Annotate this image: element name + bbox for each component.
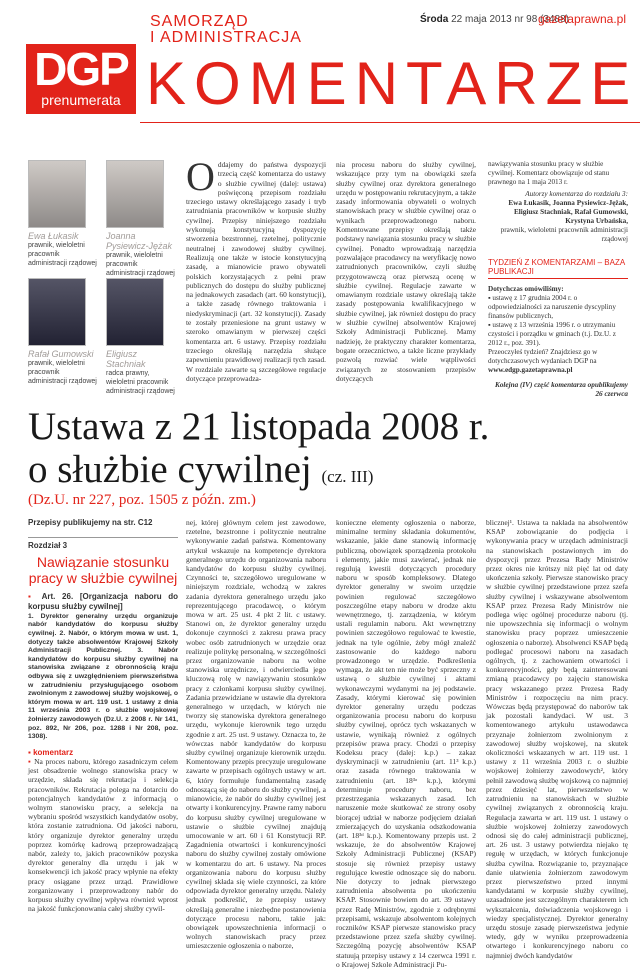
masthead-divider bbox=[140, 122, 640, 123]
body-text-3: konieczne elementy ogłoszenia o naborze, minimalne terminy składania dokumentów, wskazanie, jakie dane stanowią informację publiczną, obowiązek sporządzenia protokołu i elementy, jakie musi zawierać, jednak nie regulują kwestii dotyczących procedury naboru w sposób kompleksowy. Dlatego dyrektor generalny w swoim urzędzie powinien regulować szczegółowo poszczególne etapy naboru w drodze aktu wewnętrznego, tj. zarządzenia, w którym ustali regulamin naboru. Akt wewnętrzny powinien szczegółowo regulować te kwestie, jednak na tyle ogólnie, żeby mógł znaleźć zastosowanie do każdego naboru prowadzonego w urzędzie. Podkreślenia wymaga, że akt ten nie może być sprzeczny z ustawą o służbie cywilnej i aktami wykonawczymi wydanymi na jej podstawie. Zasady, którymi kierować się powinien dyrektor generalny urzędu podczas organizowania procesu naboru do korpusu służby cywilnej, oprócz tych wskazanych w ustawie, wynikają również z ogólnych przepisów prawa pracy. Chodzi o przepisy Kodeksu pracy (dalej: k.p.) – zakaz dyskryminacji w zatrudnieniu (art. 11³ k.p.) oraz zasada równego traktowania w zatrudnieniu (art. 18³ᵃ k.p.), którymi determinuje procedury naboru, bez przestrzegania wskazanych zasad. Ich naruszenie może skutkować ze strony osoby biorącej udział w naborze podjęciem działań zmierzających do uzyskania odszkodowania (art. 18³ᵈ k.p.). Komentowany przepis ust. 2 wskazuje, że do absolwentów Krajowej Szkoły Administracji Publicznej (KSAP) stosuje się również przepisy ustawy regulujące kwestie odnoszące się do naboru. Nie dotyczy to jednak pierwszego zatrudnienia absolwenta po ukończeniu KSAP. Stosownie bowiem do art. 39 ustawy przez Radę Ministrów, zgodnie z odrębnymi przepisami, wskazuje absolwentom kolejnych roczników KSAP pierwsze stanowisko pracy przedstawione przez szefa służby cywilnej. Szczególną pozycję absolwentów KSAP statuują przepisy ustawy z 14 czerwca 1991 r. o Krajowej Szkole Administracji Pu- bbox=[336, 518, 476, 969]
article-headline bbox=[28, 405, 489, 498]
body-column-1 bbox=[28, 518, 178, 915]
article-title: Art. 26. [Organizacja naboru do korpusu służby cywilnej] bbox=[28, 592, 179, 611]
issue-number: 22 maja 2013 nr 98 (3488) bbox=[451, 14, 569, 25]
comment-heading: komentarz bbox=[33, 747, 74, 757]
issue-weekday: Środa bbox=[420, 14, 449, 25]
author-card bbox=[106, 160, 178, 278]
authors-names: Ewa Łukasik, Joanna Pysiewicz-Jężak, Eligiusz Stachniak, Rafał Gumowski, Krystyna Urbańska, bbox=[508, 199, 628, 225]
author-role: prawnik, wieloletni pracownik administracji rządowej bbox=[106, 252, 175, 277]
intro-column-1 bbox=[186, 154, 326, 383]
list-item: ▪ ustawę z 17 grudnia 2004 r. o odpowiedzialności za naruszenie dyscypliny finansów publicznych, bbox=[488, 294, 616, 320]
headline-part: (cz. III) bbox=[321, 467, 374, 486]
site-link[interactable]: gazetaprawna.pl bbox=[537, 12, 626, 26]
chapter-title: Nawiązanie stosunku pracy w służbie cywilnej bbox=[28, 554, 178, 587]
list-item: ▪ ustawę z 13 września 1996 r. o utrzymaniu czystości i porządku w gminach (t.j. Dz.U. z 2012 r., poz. 391). bbox=[488, 321, 616, 347]
edgp-link[interactable]: www.edgp.gazetaprawna.pl bbox=[488, 366, 573, 374]
headline-line1: Ustawa z 21 listopada 2008 r. bbox=[28, 405, 490, 448]
square-bullet-icon: ▪ bbox=[28, 747, 34, 757]
author-name: Joanna Pysiewicz-Jężak bbox=[106, 231, 173, 251]
intro-text-1: ddajemy do państwa dyspozycji trzecią część komentarza do ustawy o służbie cywilnej (dalej: ustawa) poświęconą przepisom rozdziału trzeciego ustawy określającego zasady i tryb zatrudniania pracowników w korpusie służby cywilnej. Przepisy niniejszego rozdziału wykonują konstytucyjną dyspozycję stworzenia bezstronnej, rzetelnej, politycznie neutralnej i zawodowej służby cywilnej. Realizują one także w istocie konstytucyjną zasadę, a mianowicie prawo obywateli polskich korzystających z pełni praw publicznych do dostępu do służby publicznej na jednakowych zasadach (art. 60 konstytucji), a także zasadę równego traktowania i niedyskryminacji (art. 32 konstytucji). Zasady te zostały przeniesione na grunt ustawy w szeroko omawianym w pierwszej części komentarza art. 6 ustawy. Przepisy rozdziału trzeciego określają narzędzia służące zapewnieniu prawidłowej realizacji tych zasad. W rozdziale zawarte są szczegółowe regulacje dotyczące przeprowadza- bbox=[186, 160, 326, 383]
author-name: Rafał Gumowski bbox=[28, 349, 94, 359]
series-list-title: Dotychczas omówiliśmy: bbox=[488, 285, 564, 293]
series-heading: TYDZIEŃ Z KOMENTARZAMI – BAZA PUBLIKACJI bbox=[488, 258, 628, 279]
body-text-1: Na proces naboru, którego zasadniczym celem jest obsadzenie wolnego stanowiska pracy w urzędzie, składa się rekrutacja i selekcja pracowników. Rekrutacja polega na dotarciu do potencjalnych kandydatów z informacją o wolnym stanowisku pracy, a selekcja na wybraniu spośród wszystkich kandydatów osoby, która zostanie zatrudniona. Od jakości naboru, który organizuje dyrektor generalny urzędu poprzez komórkę kadrową przeprowadzającą nabór, zależy to, jakich pracowników pozyska dyrektor generalny dla urzędu i jak w konsekwencji ich jakość pracy wpłynie na efekty pracy osiągane przez urząd. Prawidłowe zorganizowany i przeprowadzony nabór do korpusu służby cywilnej wpływa również wprost na jakość funkcjonowania całej służby cywil- bbox=[28, 756, 178, 914]
author-card bbox=[28, 160, 98, 268]
section-title-line2: I ADMINISTRACJA bbox=[150, 29, 302, 46]
next-part-note: Kolejna (IV) część komentarza opublikujemy 26 czerwca bbox=[495, 381, 628, 398]
body-column-4 bbox=[486, 518, 628, 962]
body-column-2 bbox=[186, 518, 326, 953]
law-citation: (Dz.U. nr 227, poz. 1505 z późn. zm.) bbox=[28, 492, 256, 508]
body-text-2: nej, której głównym celem jest zawodowe, rzetelne, bezstronne i politycznie neutralne wykonywanie zadań państwa. Komentowany artykuł wskazuje na kompetencje dyrektora generalnego urzędu do organizowania naboru kandydatów do korpusu służby cywilnej. Czynności te, szczegółowo uregulowane w niniejszym rozdziale, wchodzą w zakres zadania dyrektora generalnego urzędu jako reprezentującego pracodawcę, o którym mowa w art. 25 ust. 4 pkt 2 lit. c ustawy. Stanowi on, że dyrektor generalny urzędu dokonuje czynności z zakresu prawa pracy wobec osób zatrudnionych w urzędzie oraz realizuje politykę personalną, w szczególności przez organizowanie naboru na wolne stanowiska urzędnicze, i odwierciedla jego kluczową rolę w nawiązywaniu stosunków pracy z członkami korpusu służby cywilnej. Zadania przewidziane w ustawie dla dyrektora generalnego w urzędach, w których nie tworzy się stanowiska dyrektora generalnego urzędu, wykonuje kierownik tego urzędu zgodnie z art. 25 ust. 9 ustawy. Oznacza to, że wówczas nabór kandydatów do korpusu służby cywilnej organizuje kierownik urzędu. Komentowany przepis precyzuje uregulowane zawarte w przepisach ogólnych ustawy w art. 6, który formułuje fundamentalną zasadę odnoszącą się do naboru do służby cywilnej, a mianowicie, że nabór do służby cywilnej jest otwarty i konkurencyjny. Prawne ramy naboru do korpusu służby cywilnej uregulowane w ustawie o służbie cywilnej znajdują umocowanie w art. 60 i 61 Konstytucji RP. Zagadnienia otwartości i konkurencyjności naboru do służby cywilnej zostały omówione w komentarzu do art. 6 ustawy. Na proces organizowania naboru do korpusu służby cywilnej składa się wiele czynności, za które odpowiada dyrektor generalny urzędu. Należy jednak podkreślić, że przepisy ustawy określają generalne i niezbędne postanowienia dotyczące procesu naboru, takie jak: obowiązek upowszechnienia informacji o wolnych stanowiskach pracy przez umieszczenie ogłoszenia o naborze, bbox=[186, 518, 326, 951]
author-card bbox=[28, 278, 98, 386]
masthead bbox=[0, 0, 640, 120]
law-text: 1. Dyrektor generalny urzędu organizuje nabór kandydatów do korpusu służby cywilnej. 2. Nabór, o którym mowa w ust. 1, dotyczy także absolwentów Krajowej Szkoły Administracji Publicznej. 3. Nabór kandydatów do korpusu służby cywilnej na stanowiska związane z obronnością kraju odbywa się z uwzględnieniem pierwszeństwa w zatrudnieniu przysługującego osobom zwolnionym z zawodowej służby wojskowej, o którym mowa w art. 119 ust. 1 ustawy z dnia 11 września 2003 r. o służbie wojskowej żołnierzy zawodowych (Dz.U. z 2008 r. Nr 141, poz. 892, Nr 206, poz. 1288 i Nr 208, poz. 1308). bbox=[28, 612, 178, 741]
intro-text-3: nawiązywania stosunku pracy w służbie cywilnej. Komentarz obowiązuje od stanu prawnego na 1 maja 2013 r. bbox=[488, 160, 610, 186]
intro-text-2: nia procesu naboru do służby cywilnej, wskazujące przy tym na obowiązki szefa służby cywilnej oraz dyrektora generalnego urzędu w postępowaniu rekrutacyjnym, a także zasady informowania obywateli o wolnych stanowiskach pracy w służbie cywilnej oraz o wynikach przeprowadzonego naboru. Komentowane przepisy określają także podstawy nawiązania stosunku pracy w służbie cywilnej. Ponadto wprowadzają narzędzia pozwalające pracodawcy na weryfikację nowo zatrudnionych pracowników, czyli służbę przygotowawczą oraz pierwszą ocenę w służbie cywilnej. Regulacje zawarte w omawianym rozdziale ustawy określają także zasady postępowania kwalifikacyjnego w służbie cywilnej, jak również dostępu do pracy w służbie cywilnej absolwentów Krajowej Szkoły Administracji Publicznej. Mamy nadzieję, że praktyczny charakter komentarza, bogate orzecznictwo, a także liczne przykłady pozwolą rozwiać wiele wątpliwości związanych ze stosowaniem przepisów dotyczących bbox=[336, 160, 476, 383]
series-list bbox=[488, 285, 628, 375]
chapter-label: Rozdział 3 bbox=[28, 537, 178, 550]
lead-note: Przepisy publikujemy na str. C12 bbox=[28, 518, 153, 527]
authors-role: prawnik, wieloletni pracownik administracji rządowej bbox=[500, 226, 628, 243]
intro-column-2 bbox=[336, 160, 476, 383]
drop-cap: O bbox=[186, 154, 215, 199]
sidebar bbox=[488, 160, 628, 399]
headline-line2: o służbie cywilnej bbox=[28, 448, 312, 491]
logo-text: DGP bbox=[34, 43, 128, 95]
section-title bbox=[150, 14, 302, 46]
author-role: prawnik, wieloletni pracownik administracji rządowej bbox=[28, 242, 97, 267]
authors-note: Autorzy komentarza do rozdziału 3: bbox=[525, 190, 628, 198]
body-text-4: blicznej¹. Ustawa ta nakłada na absolwentów KSAP zobowiązanie do podjęcia i wykonywania pracy w urzędach administracji na stanowiskach postawionych im do dyspozycji przez Prezesa Rady Ministrów przez okres nie krótszy niż pięć lat od daty ukończenia szkoły. Pierwsze stanowisko pracy w służbie cywilnej przedstawione przez szefa służby cywilnej i wskazywane absolwentom KSAP przez Prezesa Rady Ministrów nie podlega więc ogólnej procedurze naboru (tj. nie upowszechnia się informacji o wolnym stanowisku pracy poprzez umieszczenie ogłoszenia o naborze). Absolwenci KSAP będą podlegać procesowi naboru na zasadach ogólnych, tj. z zachowaniem otwartości i konkurencyjności, gdy będą zainteresowani zmianą pracodawcy po zajęciu stanowiska pracy wskazanego przez Prezesa Rady Ministrów i rozpoczęciu na nim pracy. Wówczas będą przystępować do naborów tak jak pozostali kandydaci. W ust. 3 komentowanego artykułu ustawodawca przyznaje żołnierzom zwolnionym z zawodowej służby wojskowej, na skutek okoliczności wskazanych w art. 119 ust. 1 ustawy z 11 września 2003 r. o służbie wojskowej żołnierzy zawodowych², który pełnił zawodową służbę wojskową co najmniej przez dziesięć lat, pierwszeństwo w zatrudnieniu na stanowiskach w służbie cywilnej związanych z obronnością kraju. Regulacja zawarta w art. 119 ust. 1 ustawy o służbie wojskowej żołnierzy zawodowych odnosi się do całej administracji publicznej, art. 26 ust. 3 ustawy potwierdza niejako tę regułę w urzędach, w których funkcjonuje służba cywilna. Rozwiązanie to, przyznające danie ułatwienia żołnierzom zawodowym przez pierwszeństwo przed innymi kandydatami w korpusie służby cywilnej, uzasadnione jest szczególnym charakterem ich wykształcenia, doświadczenia wojskowego i wiedzy specjalistycznej. Dyrektor generalny urzędu stosuje zasadę pierwszeństwa jedynie wtedy, gdy w wyniku przeprowadzenia otwartego i konkurencyjnego naboru co najmniej dwóch kandydatów bbox=[486, 518, 628, 960]
page-title: KOMENTARZE bbox=[146, 50, 639, 117]
square-bullet-icon: ▪ bbox=[28, 756, 35, 766]
body-column-3 bbox=[336, 518, 476, 971]
author-photo bbox=[106, 278, 164, 346]
author-name: Ewa Łukasik bbox=[28, 231, 79, 241]
author-photo bbox=[28, 278, 86, 346]
author-name: Eligiusz Stachniak bbox=[106, 349, 146, 369]
author-photo bbox=[106, 160, 164, 228]
logo-subtitle: prenumerata bbox=[41, 92, 121, 108]
author-role: prawnik, wieloletni pracownik administracji rządowej bbox=[28, 360, 97, 385]
author-card bbox=[106, 278, 178, 396]
author-role: radca prawny, wieloletni pracownik administracji rządowej bbox=[106, 370, 175, 395]
dgp-logo bbox=[26, 44, 136, 114]
series-question: Przeoczyłeś tydzień? Znajdziesz go w dotychczasowych wydaniach DGP na bbox=[488, 348, 598, 365]
section-title-line1: SAMORZĄD bbox=[150, 13, 249, 30]
author-photo bbox=[28, 160, 86, 228]
square-bullet-icon: ▪ bbox=[28, 592, 42, 602]
